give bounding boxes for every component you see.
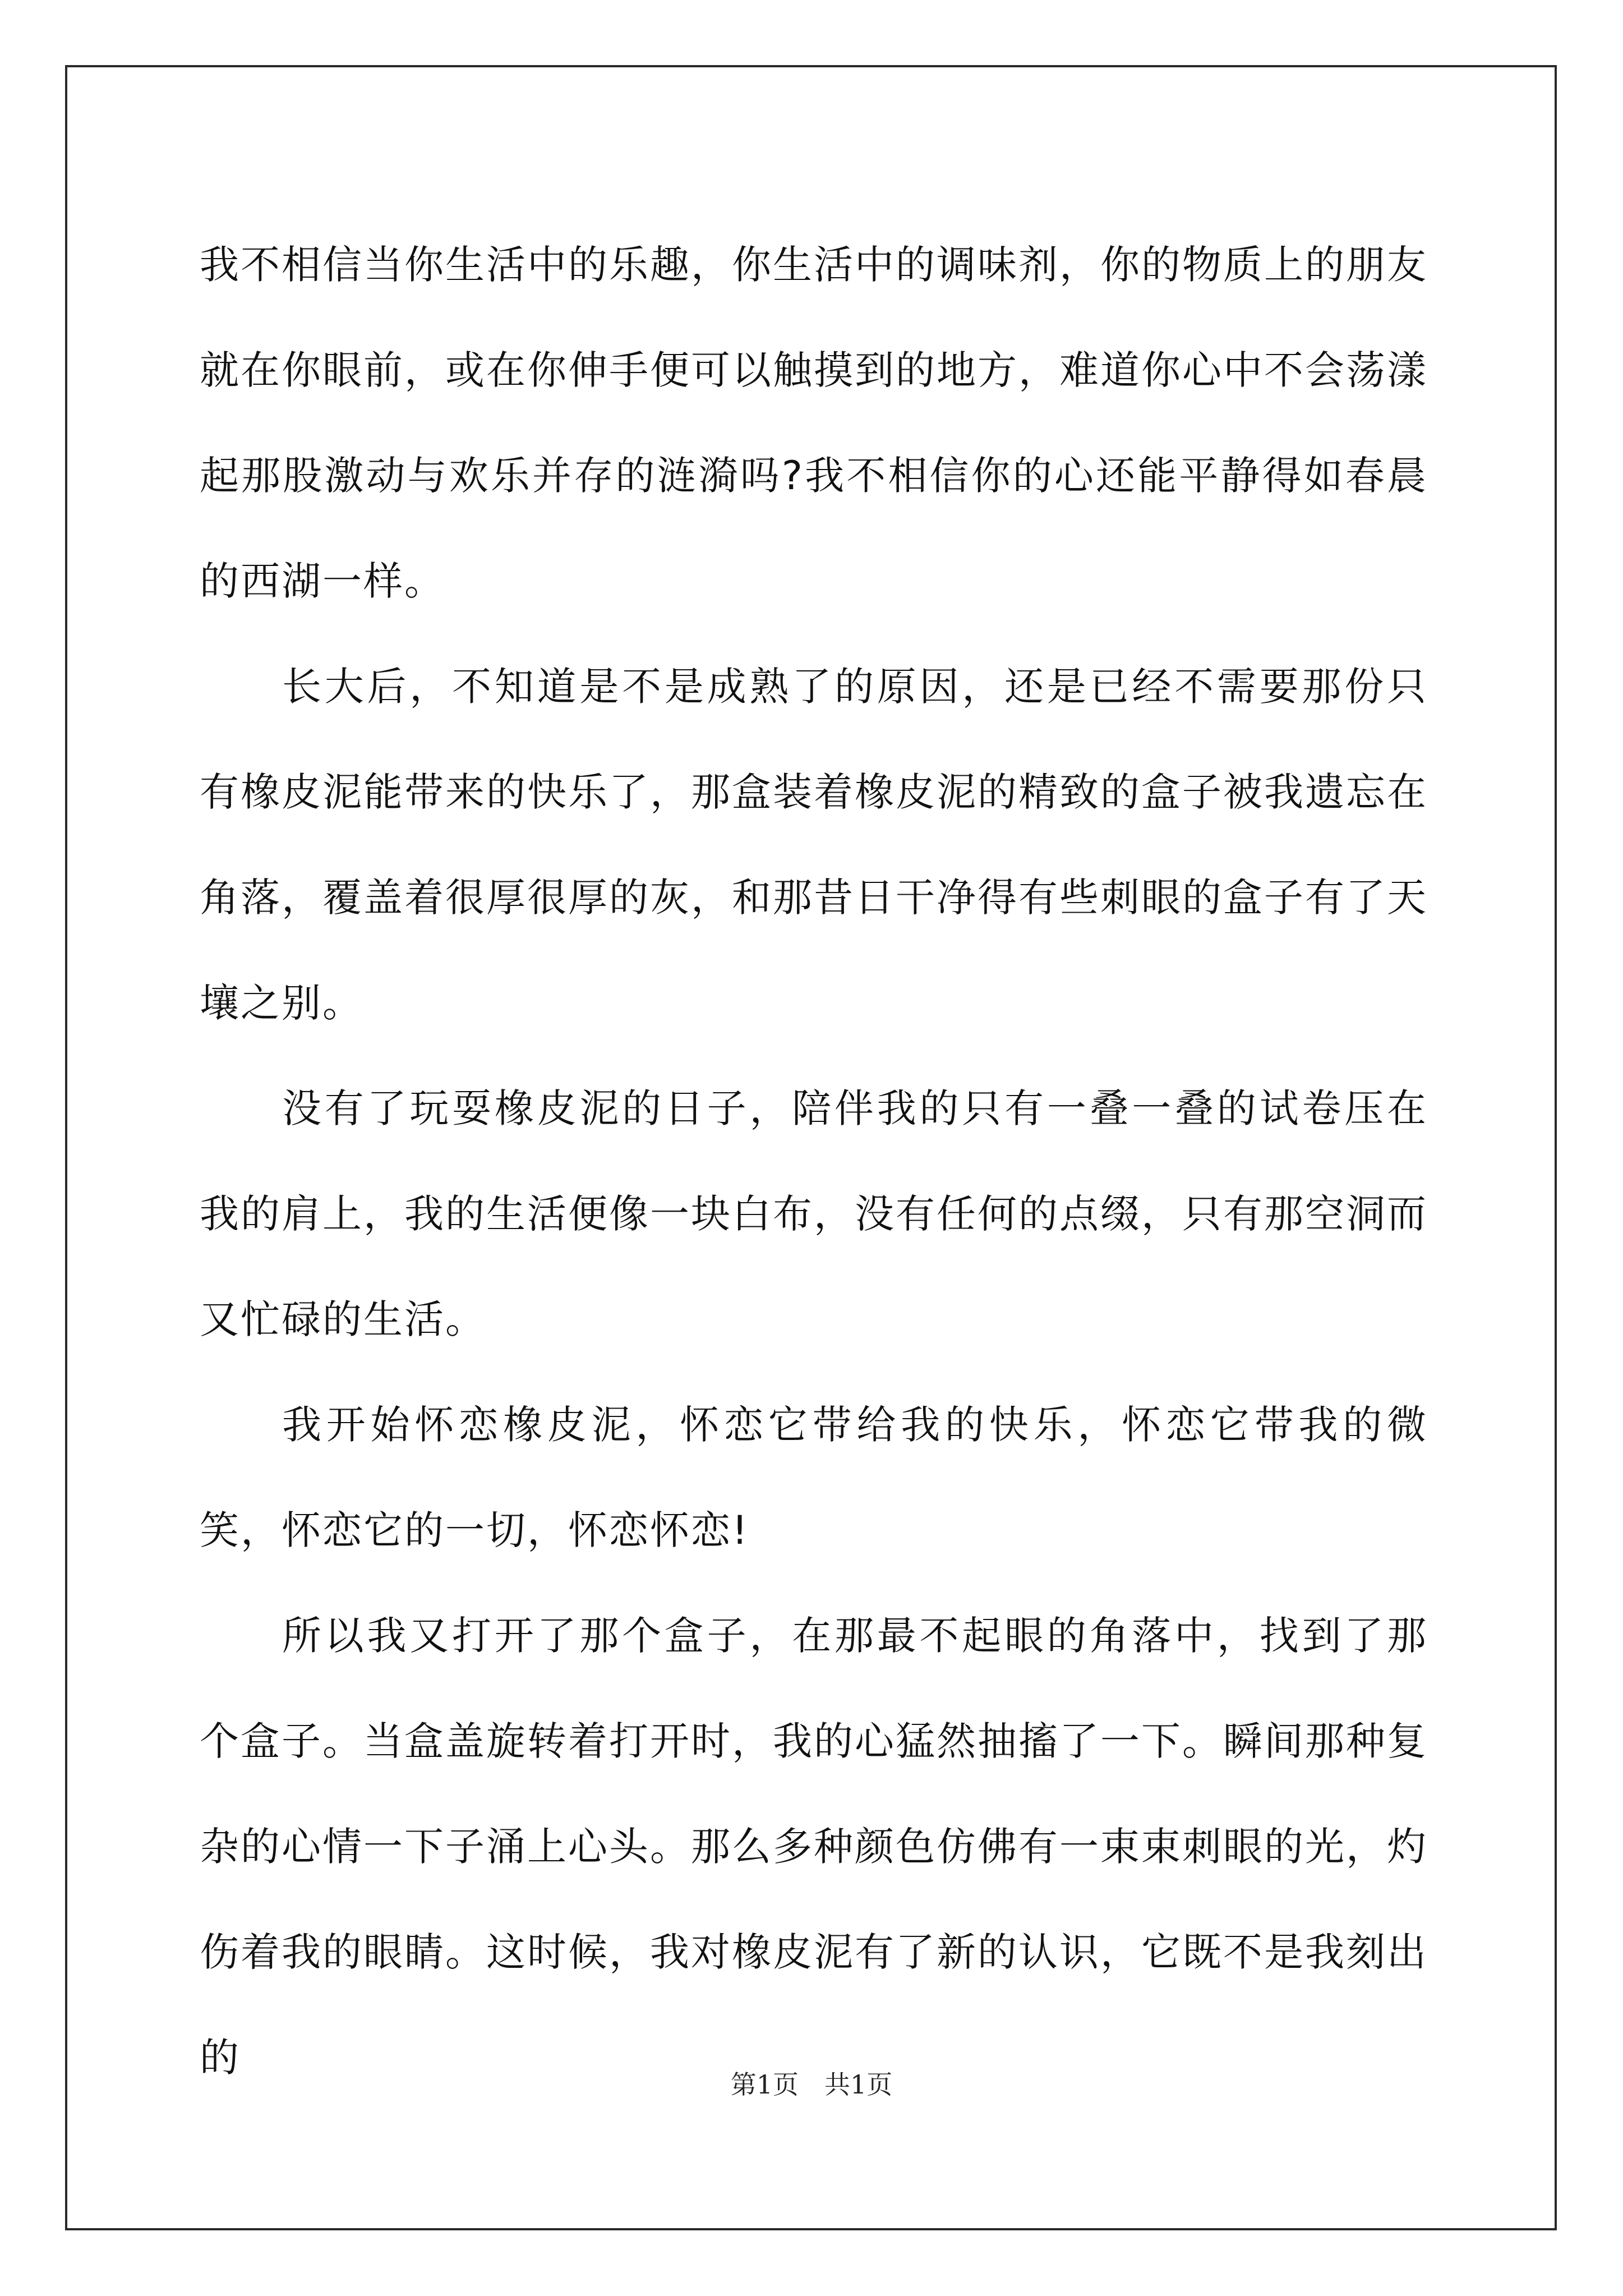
- paragraph-5: 所以我又打开了那个盒子，在那最不起眼的角落中，找到了那个盒子。当盒盖旋转着打开时，我的心猛然抽搐了一下。瞬间那种复杂的心情一下子涌上心头。那么多种颜色仿佛有一束束刺眼的光，灼伤着我的眼睛。这时候，我对橡皮泥有了新的认识，它既不是我刻出的: [200, 1613, 1428, 2081]
- page-number-footer: 第1页 共1页: [730, 2069, 893, 2100]
- paragraph-4: 我开始怀恋橡皮泥，怀恋它带给我的快乐，怀恋它带我的微笑，怀恋它的一切，怀恋怀恋!: [200, 1402, 1428, 1553]
- paragraph-3: 没有了玩耍橡皮泥的日子，陪伴我的只有一叠一叠的试卷压在我的肩上，我的生活便像一块白布，没有任何的点缀，只有那空洞而又忙碌的生活。: [200, 1085, 1428, 1342]
- paragraph-1: 我不相信当你生活中的乐趣，你生活中的调味剂，你的物质上的朋友就在你眼前，或在你伸手便可以触摸到的地方，难道你心中不会荡漾起那股激动与欢乐并存的涟漪吗?我不相信你的心还能平静得如春晨的西湖一样。: [200, 242, 1428, 604]
- paragraph-2: 长大后，不知道是不是成熟了的原因，还是已经不需要那份只有橡皮泥能带来的快乐了，那盒装着橡皮泥的精致的盒子被我遗忘在角落，覆盖着很厚很厚的灰，和那昔日干净得有些刺眼的盒子有了天壤之别。: [200, 664, 1428, 1026]
- document-body: [200, 212, 1428, 2110]
